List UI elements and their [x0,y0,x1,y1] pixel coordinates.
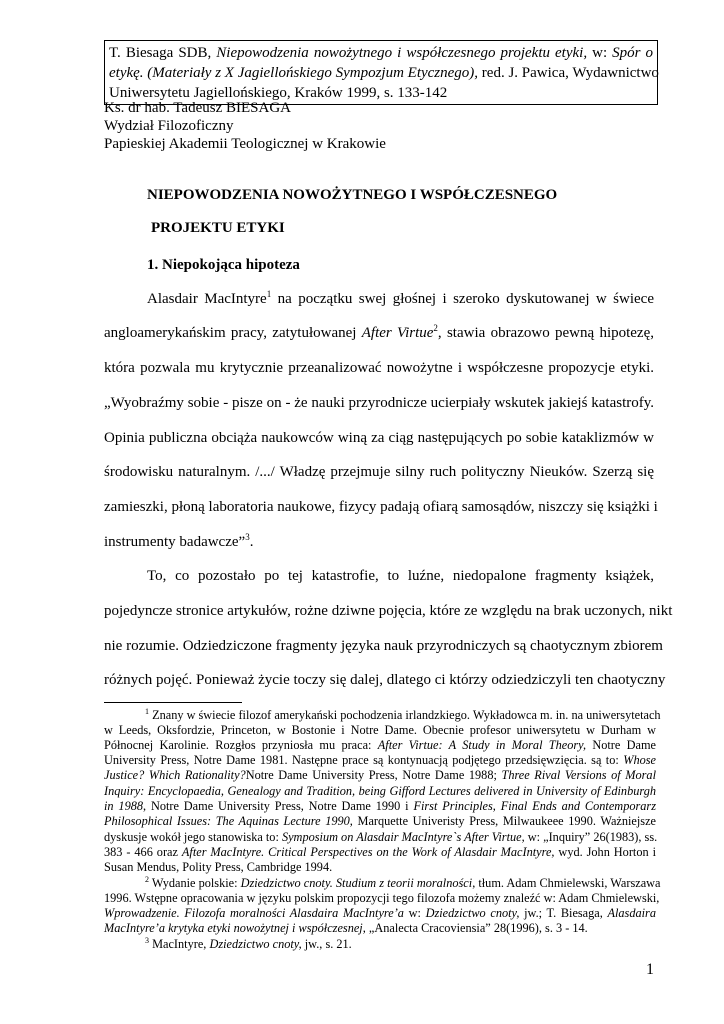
footnote-separator [104,702,242,703]
body-line: instrumenty badawcze”$^3$. [104,532,254,550]
body-line: środowisku naturalnym. /.../ Władzę przejmuje silny ruch polityczny Nieuków. Szerzą się [104,464,654,480]
citation-line: T. Biesaga SDB, Niepowodzenia nowożytnego i współczesnego projektu etyki, w: Spór o [109,45,654,61]
footnote-ref[interactable]: 1 [266,289,272,299]
body-line: pojedyncze stronice artykułów, rożne dziwne pojęcia, które ze względu na brak uczonych, nikt [104,603,673,619]
body-line: „Wyobraźmy sobie - pisze on - że nauki przyrodnicze ucierpiały wskutek jakiejś katastrofy. [104,395,654,411]
body-line: To, co pozostało po tej katastrofie, to luźne, niedopalone fragmenty książek, [147,568,654,584]
footnote-line: in 1988, Notre Dame University Press, Notre Dame 1990 i First Principles, Final Ends and Contemporarz [104,799,656,813]
body-line: Alasdair MacIntyre$^1$ na początku swej głośnej i szeroko dyskutowanej w świece [147,289,654,307]
footnote-ref[interactable]: 2 [433,323,438,333]
author-faculty: Wydział Filozoficzny [104,118,234,134]
footnote-line: Północnej Karolinie. Rozgłos przyniosła mu praca: After Virtue: A Study in Moral Theory, Notre Dame [104,738,656,752]
body-line: Opinia publiczna obciąża naukowców winą za ciąg następujących po sobie kataklizmów w [104,430,654,446]
footnote-line: University Press, Notre Dame 1981. Następne prace są kontynuacją podjętego przedsięwzięcia. są to: Whose [104,753,656,767]
footnote-line: Inquiry: Encyclopaedia, Genealogy and Tradition, being Gifford Lectures delivered in University of Edinburgh [104,784,656,798]
page-number: 1 [646,961,654,978]
footnote-line: Philosophical Issues: The Aquinas Lecture 1990, Marquette Univeristy Press, Milwaukeee 1990. Ważniejsze [104,814,657,828]
footnote-line: $^1$ Znany w świecie filozof amerykański pochodzenia irlandzkiego. Wykładowca m. in. na uniwersytetach [145,706,661,722]
footnote-line: $^2$ Wydanie polskie: Dziedzictwo cnoty. Studium z teorii moralności, tłum. Adam Chmielewski, Warszawa [145,874,661,890]
body-line: zamieszki, płoną laboratoria naukowe, fizycy padają ofiarą samosądów, niszczy się książki i [104,499,658,515]
footnote-line: MacIntyre’a krytyka etyki nowożytnej i współczesnej, „Analecta Cracoviensia” 28(1996), s. 3 - 14. [104,921,588,935]
citation-line: Uniwersytetu Jagiellońskiego, Kraków 1999, s. 133-142 [109,85,448,101]
footnote-line: Susan Mendus, Polity Press, Cambridge 1994. [104,860,333,874]
author-block [104,99,386,153]
article-title-line-1: NIEPOWODZENIA NOWOŻYTNEGO I WSPÓŁCZESNEGO [147,187,558,203]
citation-box [104,40,658,105]
author-name: Ks. dr hab. Tadeusz BIESAGA [104,100,291,116]
body-line: różnych pojęć. Ponieważ życie toczy się dalej, dlatego ci którzy odziedziczyli ten chaotyczny [104,672,666,688]
footnote-line: 1996. Wstępne opracowania w języku polskim propozycji tego filozofa możemy znaleźć w: Adam Chmielewski, [104,891,660,905]
footnote-line: Wprowadzenie. Filozofa moralności Alasdaira MacIntyre’a w: Dziedzictwo cnoty, jw.; T. Biesaga, Alasdaira [104,906,656,920]
footnote-line: w Leeds, Oksfordzie, Princeton, w Bostonie i Notre Dame. Obecnie profesor uniwersytetu w Durham w [104,723,656,737]
footnote-line: Justice? Which Rationality?Notre Dame University Press, Notre Dame 1988; Three Rival Versions of Moral [104,768,657,782]
section-heading: 1. Niepokojąca hipoteza [147,257,300,273]
author-university: Papieskiej Akademii Teologicznej w Krakowie [104,136,386,152]
article-title-line-2: PROJEKTU ETYKI [151,220,285,236]
body-line: która pozwala mu krytycznie przeanalizować nowożytne i współczesne propozycje etyki. [104,360,654,376]
footnote-line: $^3$ MacIntyre, Dziedzictwo cnoty, jw., s. 21. [145,935,352,951]
body-line: nie rozumie. Odziedziczone fragmenty języka nauk przyrodniczych są chaotycznym zbiorem [104,638,663,654]
footnote-line: dyskusje wokół jego stanowiska to: Symposium on Alasdair MacIntyre`s After Virtue, w: „Inquiry” 26(1983), ss. [104,830,658,844]
citation-line: etykę. (Materiały z X Jagiellońskiego Sympozjum Etycznego), red. J. Pawica, Wydawnictwo [109,65,659,81]
body-line: angloamerykańskim pracy, zatytułowanej After Virtue$^2$, stawia obrazowo pewną hipotezę, [104,323,654,341]
footnote-line: 383 - 466 oraz After MacIntyre. Critical Perspectives on the Work of Alasdair MacIntyre, wyd. John Horton i [104,845,656,859]
footnote-ref[interactable]: 3 [245,532,250,542]
